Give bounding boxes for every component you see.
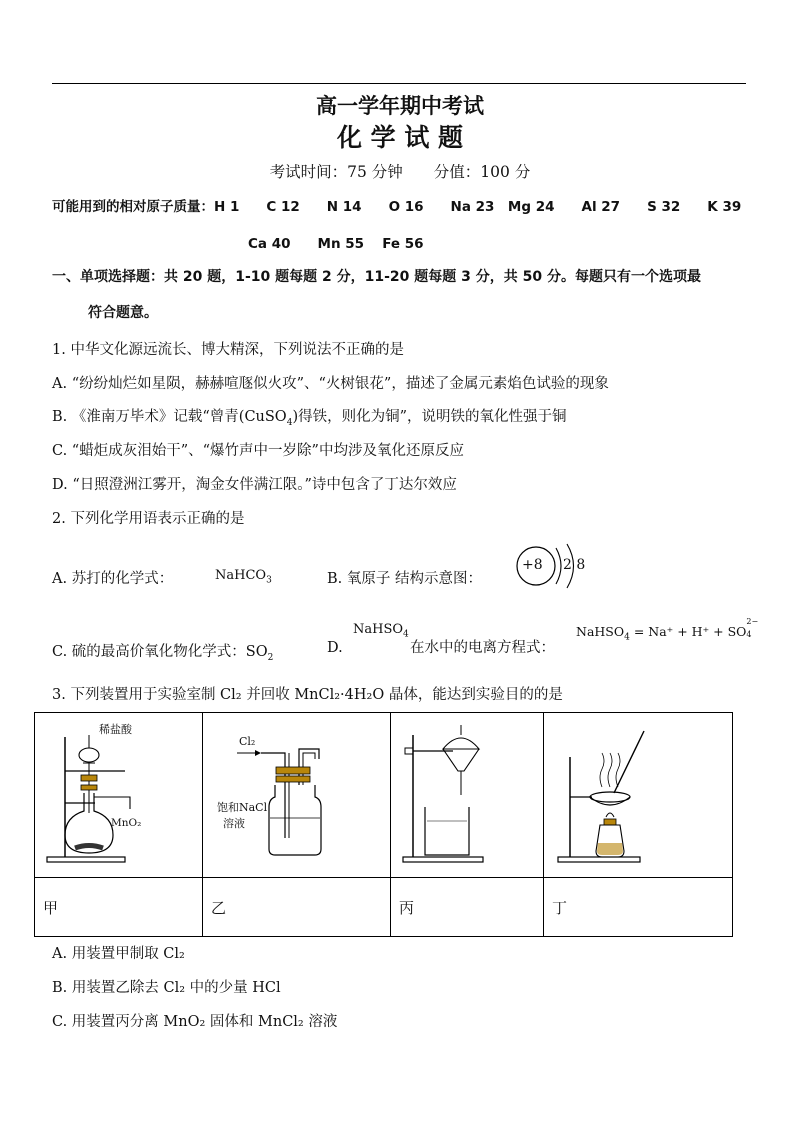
shell-arc-1 xyxy=(556,548,561,584)
electron-shells: 2 8 xyxy=(563,557,586,573)
atomic-mass-label: 可能用到的相对原子质量： xyxy=(52,199,214,215)
q2-option-a-label: A. 苏打的化学式： xyxy=(52,571,174,587)
section-heading-line1: 一、单项选择题：共 20 题，1-10 题每题 2 分，11-20 题每题 3 分，共 50 分。每题只有一个选项最 xyxy=(52,269,701,285)
q2-option-d-text: 在水中的电离方程式： xyxy=(410,640,555,656)
atomic-mass-values: H 1 C 12 N 14 O 16 Na 23 Mg 24 Al 27 S 32 K 39 xyxy=(214,199,742,215)
atomic-mass-line1 xyxy=(52,195,741,215)
q3-option-b: B. 用装置乙除去 Cl₂ 中的少量 HCl xyxy=(52,980,281,996)
q2-option-b-label: B. 氧原子 结构示意图： xyxy=(327,571,482,587)
q2-option-d-equation: NaHSO$_4$ = Na⁺ + H⁺ + SO 2− 4 xyxy=(576,617,759,643)
q1-option-c: C. “蜡炬成灰泪始干”、“爆竹声中一岁除”中均涉及氧化还原反应 xyxy=(52,443,464,459)
eq-left-sub: 4 xyxy=(624,632,630,643)
q2-option-a-formula-sub: 3 xyxy=(266,575,272,586)
label-cl2: Cl₂ xyxy=(239,735,256,748)
label-dilute-hcl: 稀盐酸 xyxy=(99,723,132,736)
apparatus-bing-svg xyxy=(391,713,543,877)
atomic-mass-line2: Ca 40 Mn 55 Fe 56 xyxy=(248,236,424,252)
q3-option-c: C. 用装置丙分离 MnO₂ 固体和 MnCl₂ 溶液 xyxy=(52,1014,338,1030)
eq-right: = Na⁺ + H⁺ + SO xyxy=(629,624,747,639)
apparatus-name-jia: 甲 xyxy=(35,878,203,937)
q3-option-a: A. 用装置甲制取 Cl₂ xyxy=(52,946,185,962)
q2-option-a-formula xyxy=(215,568,272,586)
q2-option-d-formula-sub: 4 xyxy=(403,629,409,640)
apparatus-cell-3 xyxy=(391,713,544,878)
q2-option-c-text: C. 硫的最高价氧化物化学式：SO xyxy=(52,644,268,660)
apparatus-jia-svg xyxy=(35,713,202,877)
eq-left: NaHSO xyxy=(576,624,625,639)
q2-stem: 2. 下列化学用语表示正确的是 xyxy=(52,511,245,527)
nucleus-charge: +8 xyxy=(522,557,543,573)
exam-time: 考试时间：75 分钟 分值：100 分 xyxy=(269,163,531,181)
q2-option-d-formula-text: NaHSO xyxy=(353,622,404,637)
apparatus-yi-svg xyxy=(203,713,390,877)
q2-option-a-formula-text: NaHCO xyxy=(215,568,267,583)
q3-stem: 3. 下列装置用于实验室制 Cl₂ 并回收 MnCl₂·4H₂O 晶体，能达到实验目的的是 xyxy=(52,687,563,703)
label-solution: 溶液 xyxy=(223,817,245,830)
q1-option-b xyxy=(52,405,567,426)
q1-option-b-rest: )得铁，则化为铜”，说明铁的氧化性强于铜 xyxy=(292,409,567,425)
q1-option-a: A. “纷纷灿烂如星陨，赫赫喧豗似火攻”、“火树银花”，描述了金属元素焰色试验的现象 xyxy=(52,376,609,392)
apparatus-cell-2 xyxy=(203,713,391,878)
apparatus-name-bing: 丙 xyxy=(391,878,544,937)
apparatus-name-ding: 丁 xyxy=(544,878,733,937)
oxygen-atom-diagram xyxy=(510,540,600,594)
exam-title: 高一学年期中考试 xyxy=(316,93,484,118)
q1-option-b-text: B. 《淮南万毕术》记载“曾青(CuSO xyxy=(52,409,287,425)
q2-option-d-formula xyxy=(353,622,409,640)
q2-option-c-sub: 2 xyxy=(267,652,274,663)
q1-option-d: D. “日照澄洲江雾开，淘金女伴满江限。”诗中包含了丁达尔效应 xyxy=(52,477,457,493)
label-saturated-nacl: 饱和NaCl xyxy=(217,801,268,814)
apparatus-cell-4 xyxy=(544,713,733,878)
apparatus-name-yi: 乙 xyxy=(203,878,391,937)
q2-option-d-label: D. xyxy=(327,640,343,656)
q1-option-b-sub: 4 xyxy=(286,417,293,428)
label-mno2: MnO₂ xyxy=(111,817,142,829)
apparatus-ding-svg xyxy=(544,713,732,877)
apparatus-cell-1 xyxy=(35,713,203,878)
q2-option-c-label xyxy=(52,640,273,661)
apparatus-table xyxy=(34,712,733,937)
exam-subtitle: 化 学 试 题 xyxy=(336,123,464,152)
section-heading-line2: 符合题意。 xyxy=(88,305,158,321)
header-rule xyxy=(52,83,746,84)
q1-stem: 1. 中华文化源远流长、博大精深，下列说法不正确的是 xyxy=(52,342,404,358)
